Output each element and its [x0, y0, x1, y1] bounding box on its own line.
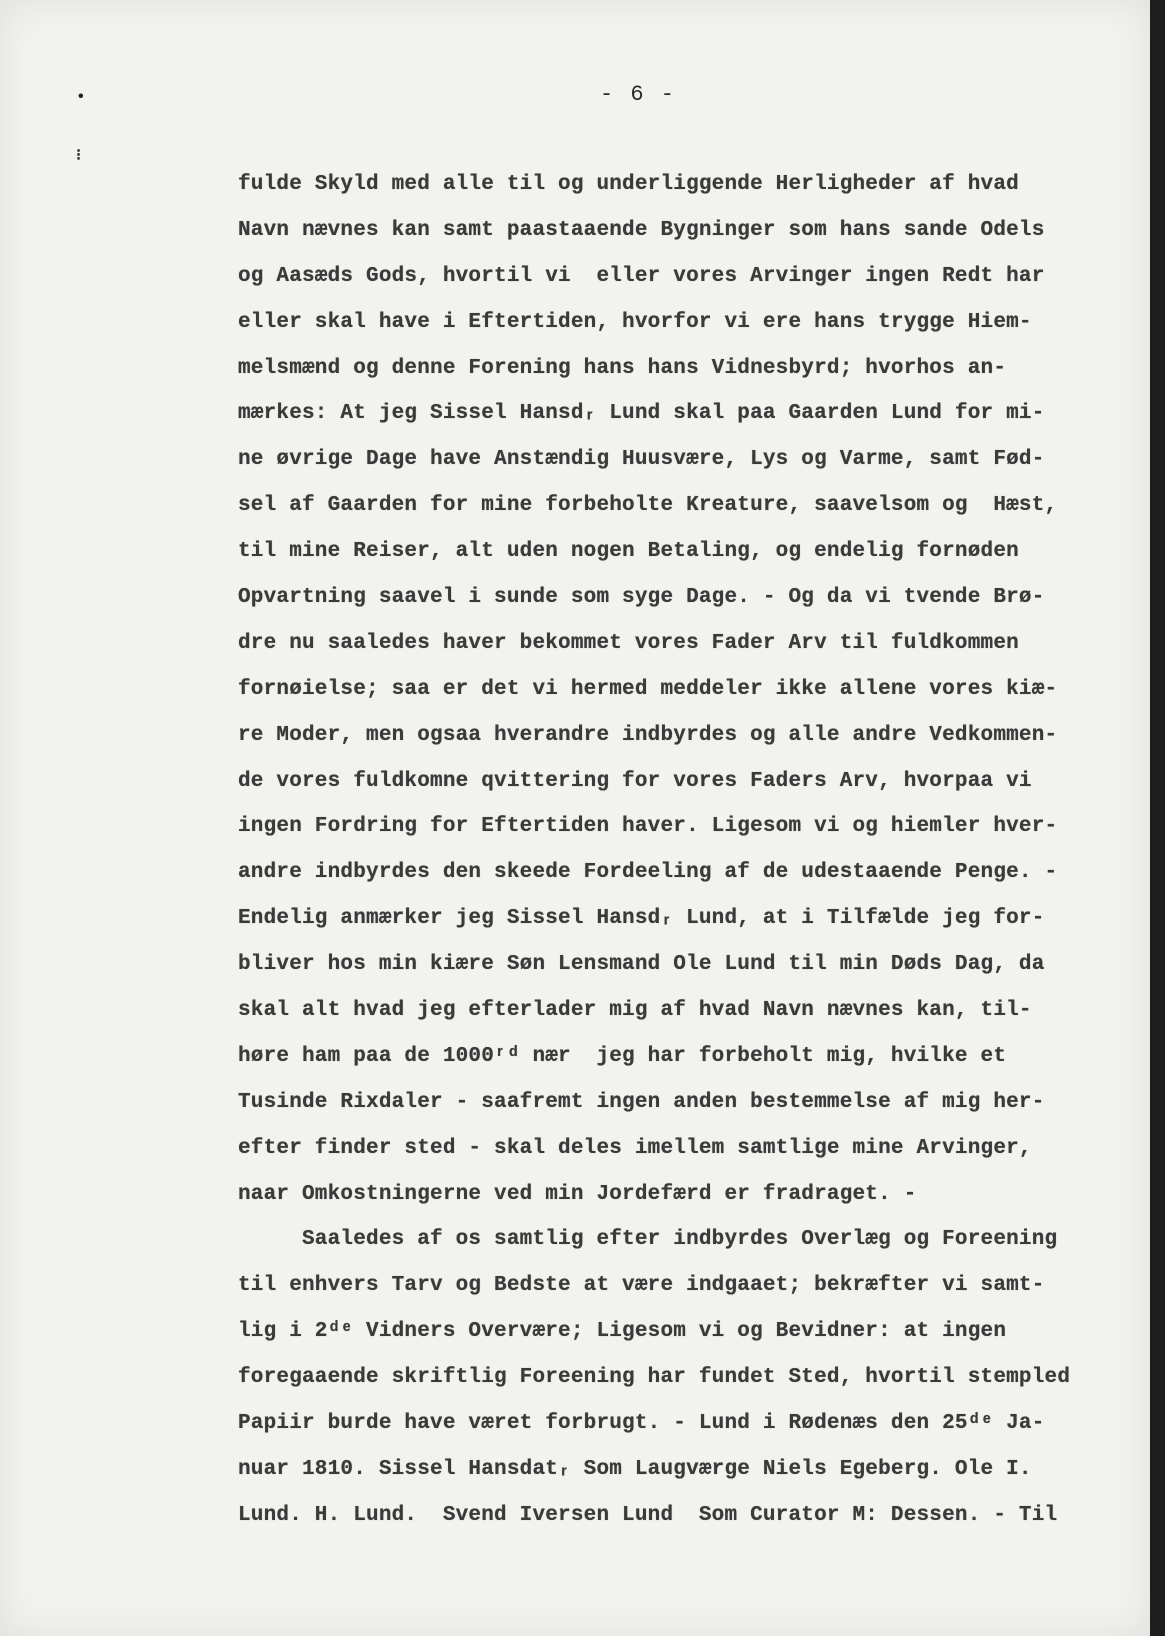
text-line: Opvartning saavel i sunde som syge Dage. - Og da vi tvende Brø- — [238, 586, 1045, 610]
page-number: - 6 - — [600, 82, 677, 107]
text-line: re Moder, men ogsaa hverandre indbyrdes og alle andre Vedkommen- — [238, 723, 1058, 747]
text-line: Tusinde Rixdaler - saafremt ingen anden bestemmelse af mig her- — [238, 1090, 1045, 1114]
text-line: Navn nævnes kan samt paastaaende Bygninger som hans sande Odels — [238, 218, 1045, 242]
text-line: dre nu saaledes haver bekommet vores Fader Arv til fuldkommen — [238, 631, 1019, 655]
text-line: lig i 2ᵈᵉ Vidners Overvære; Ligesom vi og Bevidner: at ingen — [238, 1320, 1007, 1344]
text-line: ingen Fordring for Eftertiden haver. Ligesom vi og hiemler hver- — [238, 815, 1058, 839]
text-line: efter finder sted - skal deles imellem samtlige mine Arvinger, — [238, 1136, 1032, 1160]
text-line: høre ham paa de 1000ʳᵈ nær jeg har forbeholt mig, hvilke et — [238, 1044, 1007, 1068]
text-line: Lund. H. Lund. Svend Iversen Lund Som Curator M: Dessen. - Til — [238, 1503, 1058, 1527]
text-line: melsmænd og denne Forening hans hans Vidnesbyrd; hvorhos an- — [238, 356, 1007, 380]
text-line: andre indbyrdes den skeede Fordeeling af de udestaaende Penge. - — [238, 861, 1058, 885]
text-line: og Aasæds Gods, hvortil vi eller vores Arvinger ingen Redt har — [238, 264, 1045, 288]
text-line: til enhvers Tarv og Bedste at være indgaaet; bekræfter vi samt- — [238, 1274, 1045, 1298]
text-line: de vores fuldkomne qvittering for vores Faders Arv, hvorpaa vi — [238, 769, 1032, 793]
text-line: sel af Gaarden for mine forbeholte Kreature, saavelsom og Hæst, — [238, 494, 1058, 518]
text-line: ne øvrige Dage have Anstændig Huusvære, Lys og Varme, samt Fød- — [238, 448, 1045, 472]
text-line: Endelig anmærker jeg Sissel Hansdᵣ Lund, at i Tilfælde jeg for- — [238, 907, 1045, 931]
text-line: bliver hos min kiære Søn Lensmand Ole Lund til min Døds Dag, da — [238, 953, 1045, 977]
text-line: eller skal have i Eftertiden, hvorfor vi ere hans trygge Hiem- — [238, 310, 1032, 334]
text-line: Papiir burde have været forbrugt. - Lund i Rødenæs den 25ᵈᵉ Ja- — [238, 1412, 1045, 1436]
margin-dot: • — [76, 88, 86, 106]
text-line: nuar 1810. Sissel Hansdatᵣ Som Laugværge Niels Egeberg. Ole I. — [238, 1457, 1032, 1481]
text-line: til mine Reiser, alt uden nogen Betaling, og endelig fornøden — [238, 540, 1019, 564]
scan-edge — [1150, 0, 1165, 1636]
text-line: Saaledes af os samtlig efter indbyrdes Overlæg og Foreening — [238, 1228, 1058, 1252]
text-line: fulde Skyld med alle til og underliggende Herligheder af hvad — [238, 173, 1019, 196]
text-line: fornøielse; saa er det vi hermed meddeler ikke allene vores kiæ- — [238, 677, 1058, 701]
text-line: mærkes: At jeg Sissel Hansdᵣ Lund skal paa Gaarden Lund for mi- — [238, 402, 1045, 426]
text-line: foregaaende skriftlig Foreening har fundet Sted, hvortil stempled — [238, 1366, 1071, 1390]
text-line: naar Omkostningerne ved min Jordefærd er fradraget. - — [238, 1182, 917, 1206]
typed-text-body — [238, 162, 1158, 1539]
margin-colon-mark: ⁝ — [76, 147, 82, 165]
text-line: skal alt hvad jeg efterlader mig af hvad Navn nævnes kan, til- — [238, 999, 1032, 1023]
